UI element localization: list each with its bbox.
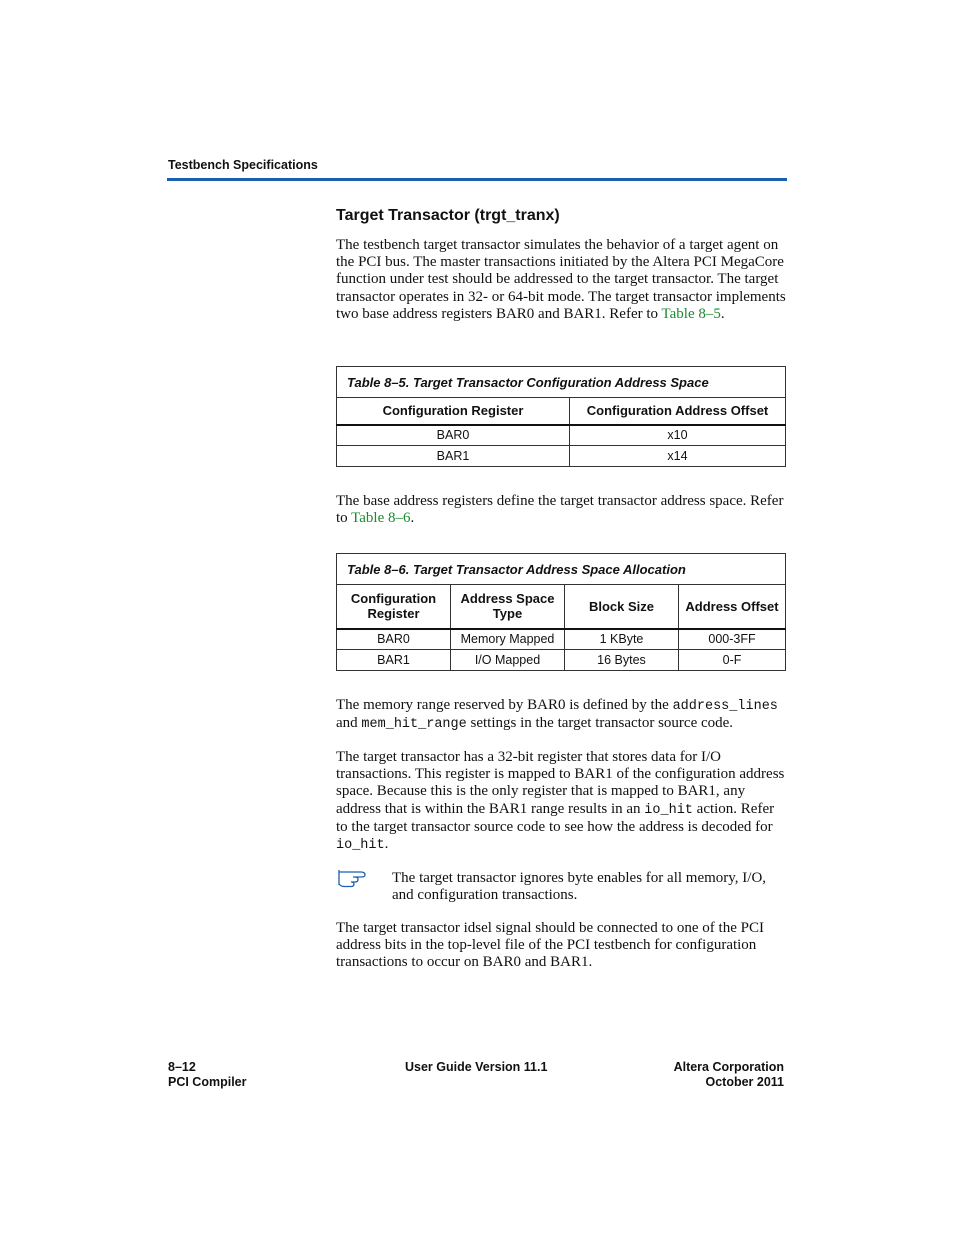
table-cell: 16 Bytes bbox=[565, 650, 679, 671]
code-address-lines: address_lines bbox=[672, 699, 778, 714]
table-cell: BAR0 bbox=[337, 629, 451, 650]
paragraph-base-address: The base address registers define the target transactor address space. Refer to Table 8–6. bbox=[336, 493, 784, 527]
company-name: Altera Corporation bbox=[673, 1060, 784, 1074]
code-io-hit: io_hit bbox=[644, 802, 693, 818]
table-cell: x14 bbox=[570, 446, 786, 467]
table-caption: Table 8–5. Target Transactor Configuration Address Space bbox=[337, 367, 786, 398]
table-cell: 0-F bbox=[679, 650, 786, 671]
table-8-5-link[interactable]: Table 8–5 bbox=[661, 305, 721, 322]
table-cell: I/O Mapped bbox=[451, 650, 565, 671]
section-title: Target Transactor (trgt_tranx) bbox=[336, 207, 560, 224]
table-8-5 bbox=[336, 366, 786, 467]
publish-date: October 2011 bbox=[705, 1075, 784, 1089]
paragraph-io-register: The target transactor has a 32-bit register that stores data for I/O transactions. This register is mapped to BAR1 of the configuration address space. Because this is the only register that is mapped to BAR1, any address that is within the BAR1 range results in an io_hit action. Refer to the target transactor source code to see how the address is decoded for io_hit. bbox=[336, 749, 785, 854]
paragraph-idsel bbox=[336, 920, 788, 972]
column-header: Address Offset bbox=[679, 585, 786, 629]
table-row bbox=[337, 629, 786, 650]
column-header: Block Size bbox=[565, 585, 679, 629]
table-row bbox=[337, 650, 786, 671]
table-row bbox=[337, 446, 786, 467]
table-caption: Table 8–6. Target Transactor Address Space Allocation bbox=[337, 554, 786, 585]
table-row bbox=[337, 425, 786, 446]
header-rule bbox=[167, 178, 787, 181]
product-name: PCI Compiler bbox=[168, 1075, 247, 1089]
table-cell: x10 bbox=[570, 425, 786, 446]
footer-left bbox=[168, 1060, 247, 1090]
table-8-6-link[interactable]: Table 8–6 bbox=[351, 510, 411, 527]
table-8-6 bbox=[336, 553, 786, 671]
code-mem-hit-range: mem_hit_range bbox=[361, 717, 467, 733]
paragraph-text: The testbench target transactor simulates the behavior of a target agent on the PCI bus. The master transactions initiated by the Altera PCI MegaCore function under test should be addressed to the target transactor. The target transactor operates in 32- or 64-bit mode. The target transactor implements two base address registers BAR0 and BAR1. Refer to bbox=[336, 237, 786, 322]
paragraph-intro: The testbench target transactor simulates the behavior of a target agent on the PCI bus. The master transactions initiated by the Altera PCI MegaCore function under test should be addressed to the target transactor. The target transactor operates in 32- or 64-bit mode. The target transactor implements two base address registers BAR0 and BAR1. Refer to Table 8–5. bbox=[336, 237, 786, 322]
column-header: Configuration Address Offset bbox=[570, 398, 786, 425]
paragraph-text: The base address registers define the target transactor address space. Refer to bbox=[336, 493, 784, 527]
paragraph-text: The target transactor idsel signal should be connected to one of the PCI address bits in the top-level file of the PCI testbench for configuration transactions to occur on BAR0 and BAR1. bbox=[336, 920, 764, 971]
table-cell: BAR0 bbox=[337, 425, 570, 446]
table-cell: BAR1 bbox=[337, 650, 451, 671]
footer-guide-version: User Guide Version 11.1 bbox=[405, 1060, 548, 1074]
code-io-hit: io_hit bbox=[336, 838, 385, 854]
table-cell: Memory Mapped bbox=[451, 629, 565, 650]
running-head: Testbench Specifications bbox=[168, 158, 318, 172]
paragraph-memory-range: The memory range reserved by BAR0 is defined by the address_lines and mem_hit_range settings in the target transactor source code. bbox=[336, 697, 778, 733]
table-cell: BAR1 bbox=[337, 446, 570, 467]
table-cell: 1 KByte bbox=[565, 629, 679, 650]
column-header: Configuration Register bbox=[337, 585, 451, 629]
footer-right bbox=[584, 1060, 784, 1090]
page-number: 8–12 bbox=[168, 1060, 196, 1074]
column-header: Address Space Type bbox=[451, 585, 565, 629]
table-cell: 000-3FF bbox=[679, 629, 786, 650]
note-text: The target transactor ignores byte enables for all memory, I/O, and configuration transactions. bbox=[392, 870, 767, 904]
column-header: Configuration Register bbox=[337, 398, 570, 425]
pointing-hand-icon bbox=[337, 867, 369, 889]
